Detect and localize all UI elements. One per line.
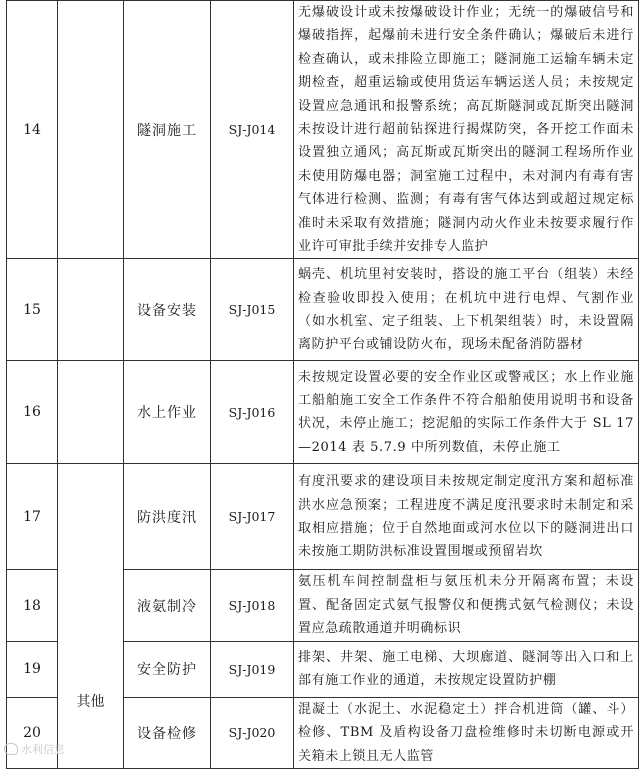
hazard-table	[6, 0, 639, 769]
hazard-code: SJ-J019	[211, 641, 294, 697]
hazard-name: 隧洞施工	[124, 1, 211, 259]
hazard-description: 氨压机车间控制盘柜与氨压机未分开隔离布置；未设置、配备固定式氨气报警仪和便携式氨气检测仪；未设置应急疏散通道并明确标识	[294, 570, 639, 641]
table-row	[7, 259, 639, 361]
hazard-name: 安全防护	[124, 641, 211, 697]
hazard-code: SJ-J020	[211, 697, 294, 768]
hazard-code: SJ-J018	[211, 570, 294, 641]
hazard-code: SJ-J016	[211, 361, 294, 464]
row-number: 15	[7, 259, 58, 361]
row-number: 19	[7, 641, 58, 697]
table-row	[7, 361, 639, 464]
category-cell-empty	[58, 1, 124, 259]
hazard-description: 排架、井架、施工电梯、大坝廊道、隧洞等出入口和上部有施工作业的通道，未按规定设置防护棚	[294, 641, 639, 697]
category-cell-empty	[58, 259, 124, 361]
row-number: 18	[7, 570, 58, 641]
row-number: 14	[7, 1, 58, 259]
table-row	[7, 1, 639, 259]
hazard-description: 混凝土（水泥土、水泥稳定土）拌合机进筒（罐、斗）检修、TBM 及盾构设备刀盘检维修时未切断电源或开关箱未上锁且无人监管	[294, 697, 639, 768]
hazard-code: SJ-J014	[211, 1, 294, 259]
hazard-description: 无爆破设计或未按爆破设计作业；无统一的爆破信号和爆破指挥，起爆前未进行安全条件确认；爆破后未进行检查确认，或未排险立即施工；隧洞施工运输车辆未定期检查，超重运输或使用货运车辆运送人员；未按规定设置应急通讯和报警系统；高瓦斯隧洞或瓦斯突出隧洞未按设计进行超前钻探进行揭煤防突，各开挖工作面未设置独立通风；高瓦斯或瓦斯突出的隧洞工程场所作业未使用防爆电器；洞室施工过程中，未对洞内有毒有害气体进行检测、监测；有毒有害气体达到或超过规定标准时未采取有效措施；隧洞内动火作业未按要求履行作业许可审批手续并安排专人监护	[294, 1, 639, 259]
row-number: 16	[7, 361, 58, 464]
watermark	[4, 741, 65, 757]
hazard-name: 设备安装	[124, 259, 211, 361]
hazard-description: 有度汛要求的建设项目未按规定制定度汛方案和超标准洪水应急预案；工程进度不满足度汛要求时未制定和采取相应措施；位于自然地面或河水位以下的隧洞进出口未按施工期防洪标准设置围堰或预留岩坎	[294, 464, 639, 570]
hazard-name: 防洪度汛	[124, 464, 211, 570]
table-row	[7, 464, 639, 570]
row-number: 20	[7, 697, 58, 768]
hazard-code: SJ-J015	[211, 259, 294, 361]
watermark-text: 水利信息	[21, 743, 65, 756]
hazard-name: 液氨制冷	[124, 570, 211, 641]
chat-bubble-icon	[4, 743, 18, 755]
hazard-description: 蜗壳、机坑里衬安装时，搭设的施工平台（组装）未经检查验收即投入使用；在机坑中进行电焊、气割作业（如水机室、定子组装、上下机架组装）时，未设置隔离防护平台或铺设防火布，现场未配备消防器材	[294, 259, 639, 361]
hazard-name: 水上作业	[124, 361, 211, 464]
hazard-code: SJ-J017	[211, 464, 294, 570]
category-cell-empty	[58, 361, 124, 464]
hazard-description: 未按规定设置必要的安全作业区或警戒区；水上作业施工船舶施工安全工作条件不符合船舶使用说明书和设备状况，未停止施工；挖泥船的实际工作条件大于 SL 17—2014 表 5.7.9 中所列数值，未停止施工	[294, 361, 639, 464]
hazard-name: 设备检修	[124, 697, 211, 768]
category-cell: 其他	[58, 464, 124, 768]
row-number: 17	[7, 464, 58, 570]
